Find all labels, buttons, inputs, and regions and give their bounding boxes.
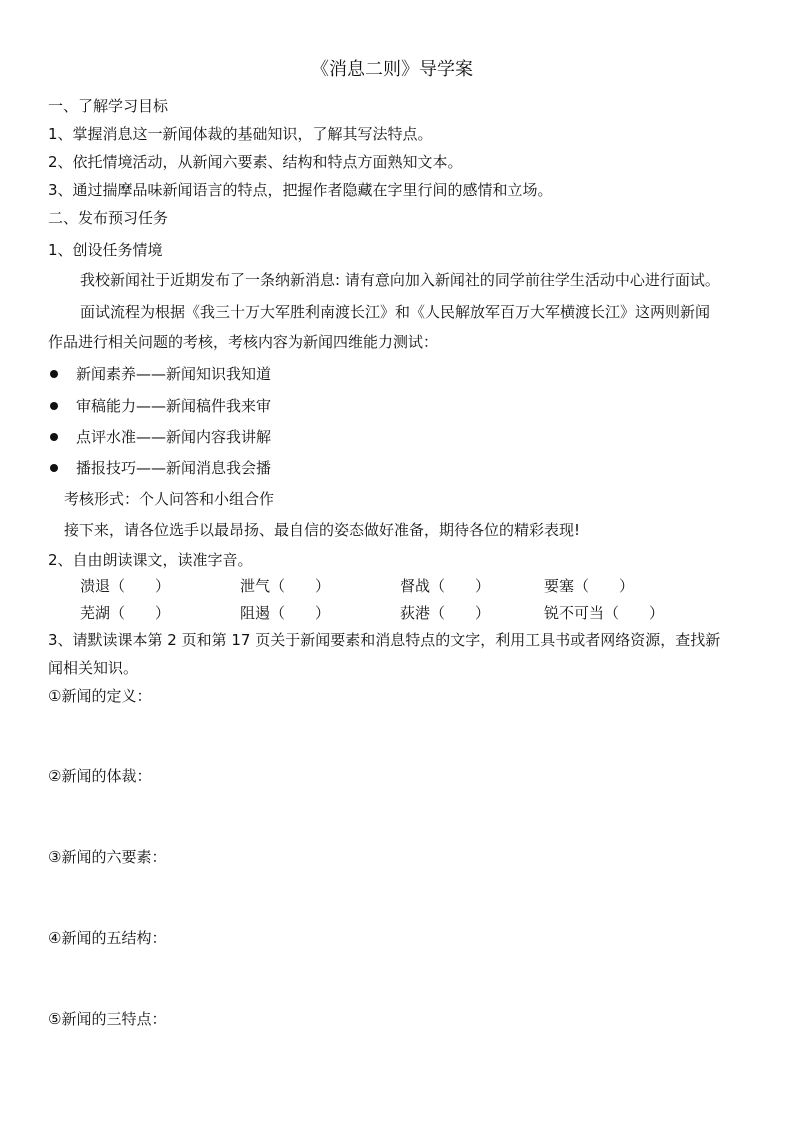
task1-paragraph: 面试流程为根据《我三十万大军胜利南渡长江》和《人民解放军百万大军横渡长江》这两则新闻 [80, 303, 711, 321]
question-five-structures: ④新闻的五结构： [48, 929, 167, 947]
pinyin-blank[interactable]: 督战（ ） [400, 577, 491, 595]
question-genre: ②新闻的体裁： [48, 767, 152, 785]
bullet-icon [50, 464, 58, 472]
pinyin-blank[interactable]: 芜湖（ ） [80, 604, 171, 622]
task2-heading: 2、自由朗读课文，读准字音。 [48, 551, 253, 569]
bullet-icon [50, 433, 58, 441]
question-definition: ①新闻的定义： [48, 687, 152, 705]
bullet-icon [50, 370, 58, 378]
bullet-icon [50, 402, 58, 410]
goal-item: 1、掌握消息这一新闻体裁的基础知识，了解其写法特点。 [48, 125, 433, 143]
pinyin-blank[interactable]: 荻港（ ） [400, 604, 491, 622]
section-heading-goals: 一、了解学习目标 [48, 97, 169, 115]
goal-item: 2、依托情境活动，从新闻六要素、结构和特点方面熟知文本。 [48, 153, 463, 171]
page-title: 《消息二则》导学案 [311, 59, 473, 80]
closing-note: 接下来，请各位选手以最昂扬、最自信的姿态做好准备，期待各位的精彩表现! [64, 521, 581, 539]
pinyin-blank[interactable]: 锐不可当（ ） [544, 604, 665, 622]
pinyin-blank[interactable]: 阻遏（ ） [240, 604, 331, 622]
question-six-elements: ③新闻的六要素： [48, 848, 167, 866]
task1-heading: 1、创设任务情境 [48, 241, 163, 259]
section-heading-tasks: 二、发布预习任务 [48, 209, 169, 227]
task1-paragraph: 我校新闻社于近期发布了一条纳新消息: 请有意向加入新闻社的同学前往学生活动中心进行面试。 [80, 271, 720, 289]
task3-text: 3、请默读课本第 2 页和第 17 页关于新闻要素和消息特点的文字，利用工具书或者网络资源，查找新 [48, 631, 721, 649]
assessment-form: 考核形式：个人问答和小组合作 [64, 490, 275, 508]
task1-paragraph: 作品进行相关问题的考核，考核内容为新闻四维能力测试： [48, 333, 439, 351]
task3-text: 闻相关知识。 [48, 659, 139, 677]
pinyin-blank[interactable]: 泄气（ ） [240, 577, 331, 595]
pinyin-blank[interactable]: 溃退（ ） [80, 577, 171, 595]
question-three-features: ⑤新闻的三特点： [48, 1010, 167, 1028]
ability-item: 播报技巧——新闻消息我会播 [76, 459, 272, 477]
pinyin-blank[interactable]: 要塞（ ） [544, 577, 635, 595]
ability-item: 审稿能力——新闻稿件我来审 [76, 397, 272, 415]
ability-item: 新闻素养——新闻知识我知道 [76, 365, 272, 383]
goal-item: 3、通过揣摩品味新闻语言的特点，把握作者隐藏在字里行间的感情和立场。 [48, 181, 553, 199]
ability-item: 点评水准——新闻内容我讲解 [76, 428, 272, 446]
